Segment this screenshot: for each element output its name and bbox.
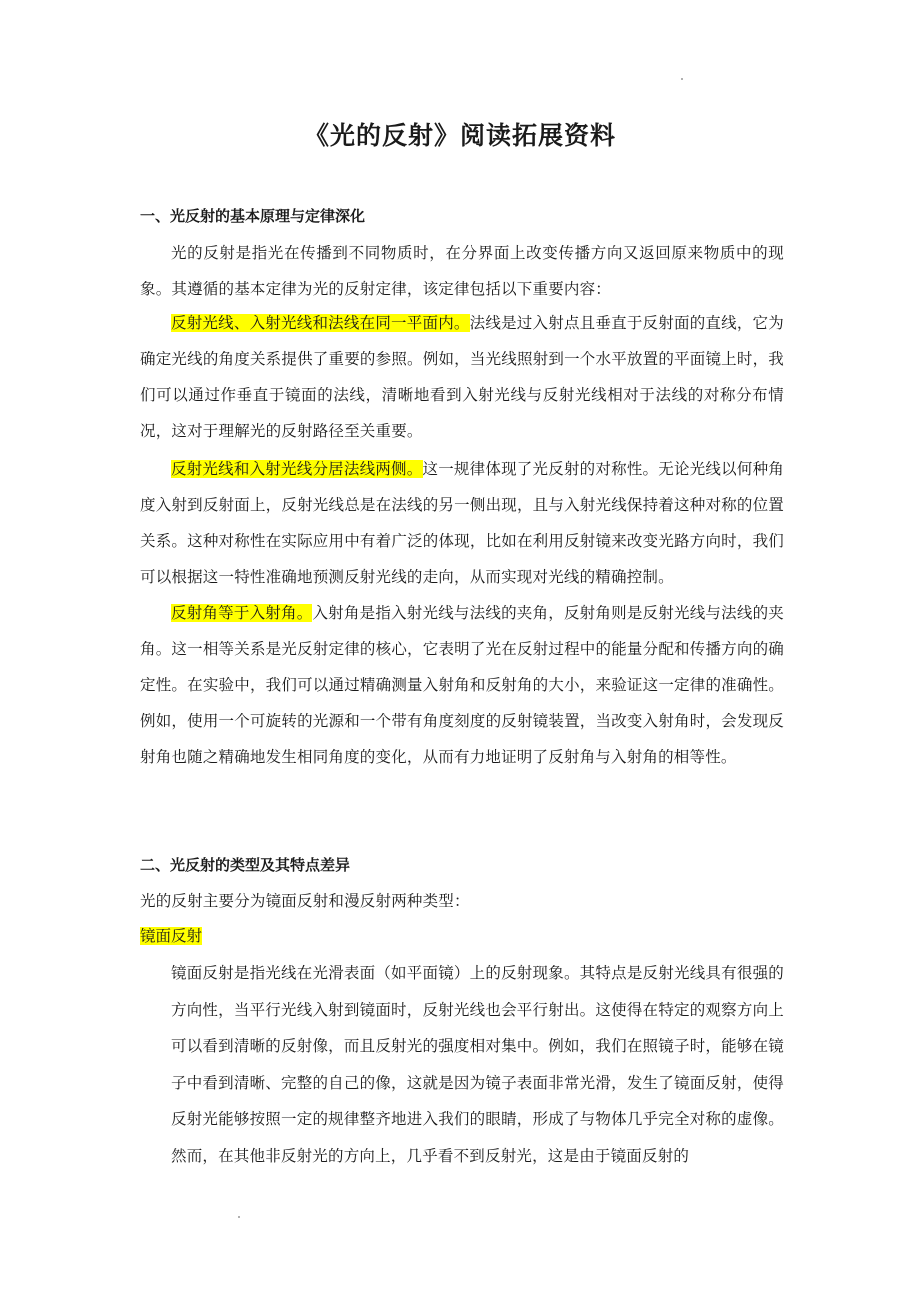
section-heading-2: 二、光反射的类型及其特点差异 [140, 856, 351, 874]
paragraph-specular: 镜面反射是指光线在光滑表面（如平面镜）上的反射现象。其特点是反射光线具有很强的方向性，当平行光线入射到镜面时，反射光线也会平行射出。这使得在特定的观察方向上可以看到清晰的反射像，而且反射光的强度相对集中。例如，我们在照镜子时，能够在镜子中看到清晰、完整的自己的像，这就是因为镜子表面非常光滑，发生了镜面反射，使得反射光能够按照一定的规律整齐地进入我们的眼睛，形成了与物体几乎完全对称的虚像。然而，在其他非反射光的方向上，几乎看不到反射光，这是由于镜面反射的 [171, 964, 784, 1165]
scan-dot [238, 1216, 240, 1218]
paragraph-law-1 [140, 305, 784, 449]
law-2-text: 这一规律体现了光反射的对称性。无论光线以何种角度入射到反射面上，反射光线总是在法线的另一侧出现，且与入射光线保持着这种对称的位置关系。这种对称性在实际应用中有着广泛的体现，比如在利用反射镜来改变光路方向时，我们可以根据这一特性准确地预测反射光线的走向，从而实现对光线的精确控制。 [140, 460, 784, 586]
law-1-text: 法线是过入射点且垂直于反射面的直线，它为确定光线的角度关系提供了重要的参照。例如，当光线照射到一个水平放置的平面镜上时，我们可以通过作垂直于镜面的法线，清晰地看到入射光线与反射光线相对于法线的对称分布情况，这对于理解光的反射路径至关重要。 [140, 314, 784, 440]
scan-dot [681, 78, 683, 80]
highlight-law-2: 反射光线和入射光线分居法线两侧。 [171, 460, 423, 478]
paragraph-intro: 光的反射是指光在传播到不同物质时，在分界面上改变传播方向又返回原来物质中的现象。其遵循的基本定律为光的反射定律，该定律包括以下重要内容： [140, 244, 784, 298]
law-3-text: 入射角是指入射光线与法线的夹角，反射角则是反射光线与法线的夹角。这一相等关系是光反射定律的核心，它表明了光在反射过程中的能量分配和传播方向的确定性。在实验中，我们可以通过精确测量入射角和反射角的大小，来验证这一定律的准确性。例如，使用一个可旋转的光源和一个带有角度刻度的反射镜装置，当改变入射角时，会发现反射角也随之精确地发生相同角度的变化，从而有力地证明了反射角与入射角的相等性。 [140, 604, 784, 766]
section-heading-1: 一、光反射的基本原理与定律深化 [140, 207, 366, 225]
page-title: 《光的反射》阅读拓展资料 [303, 121, 616, 150]
paragraph-law-3 [140, 595, 784, 775]
paragraph-law-2 [140, 451, 784, 595]
highlight-law-1: 反射光线、入射光线和法线在同一平面内。 [171, 314, 470, 332]
highlight-specular-title: 镜面反射 [140, 927, 203, 945]
paragraph-types-intro: 光的反射主要分为镜面反射和漫反射两种类型： [140, 892, 470, 910]
subheading-specular [140, 923, 202, 949]
highlight-law-3: 反射角等于入射角。 [171, 604, 313, 622]
